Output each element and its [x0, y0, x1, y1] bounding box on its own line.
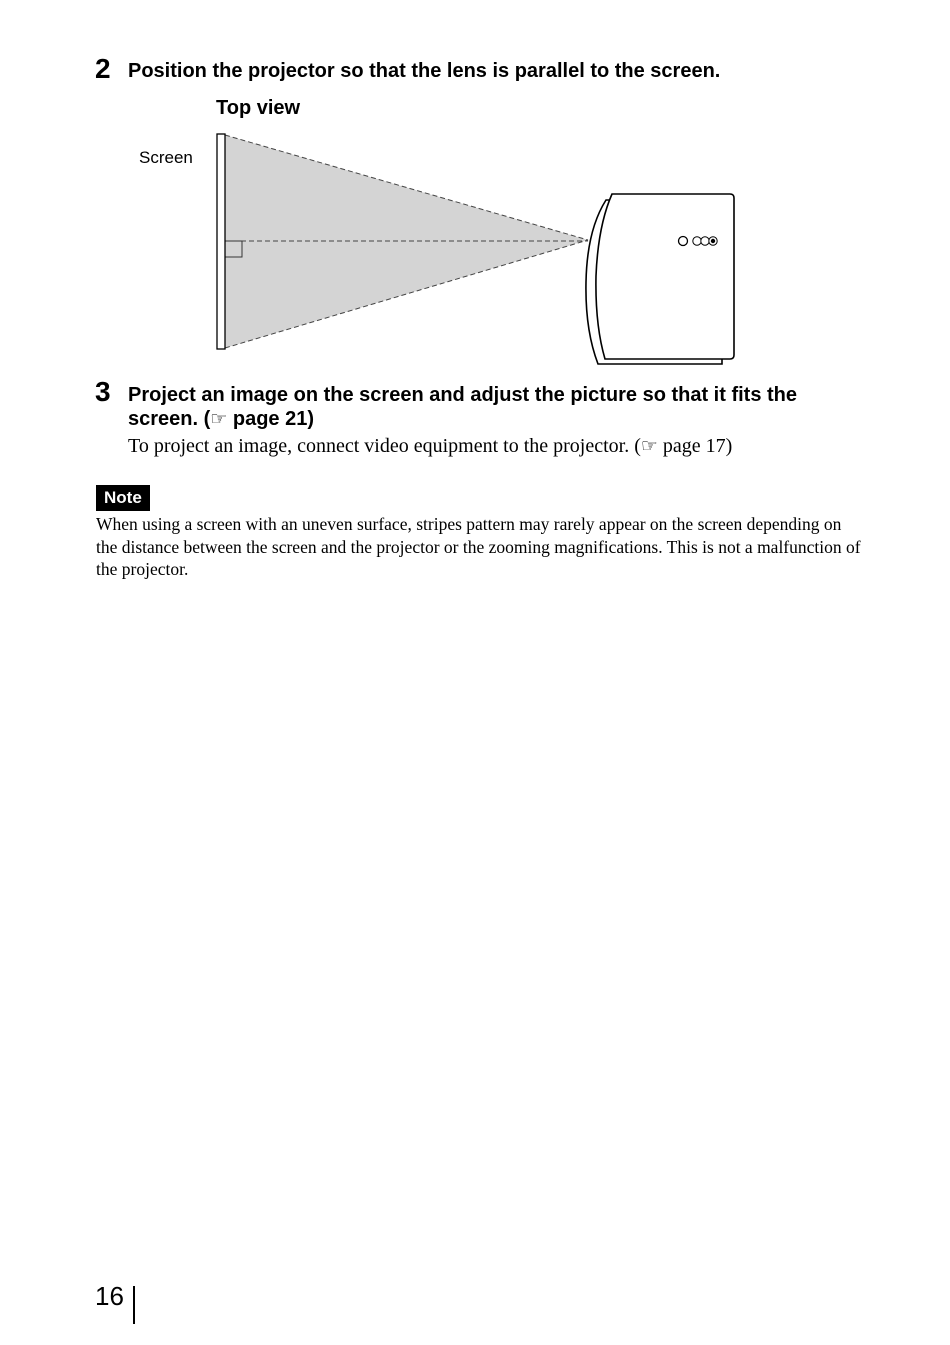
projector-button-2 — [693, 237, 701, 245]
step-3-body-text: To project an image, connect video equipment to the projector. ( — [128, 435, 641, 457]
step-2-number: 2 — [95, 53, 111, 84]
step-2-title: Position the projector so that the lens is parallel to the screen. — [128, 60, 721, 82]
step-3-page-ref: page 21) — [227, 408, 315, 430]
step-3-number: 3 — [95, 376, 111, 407]
step-3-title-line1: Project an image on the screen and adjust the picture so that it fits the — [128, 384, 798, 406]
hand-pointer-icon: ☞ — [210, 408, 228, 430]
projector-button-1 — [679, 237, 688, 246]
step-3-title — [128, 383, 888, 431]
projector-button-4-center — [711, 239, 715, 243]
note-badge: Note — [96, 485, 150, 511]
screen-shape — [217, 134, 225, 349]
projector-top-view-diagram — [0, 0, 950, 380]
page-number: 16 — [95, 1281, 124, 1311]
screen-label: Screen — [139, 148, 193, 167]
step-3-title-prefix: screen. ( — [128, 408, 211, 430]
projector-button-3 — [701, 237, 709, 245]
figure-subheading: Top view — [216, 97, 301, 119]
projector-body — [596, 194, 734, 359]
step-3-body — [128, 434, 908, 458]
note-text: When using a screen with an uneven surface, stripes pattern may rarely appear on the screen depending on the distance between the screen and the projector or the zooming magnifications. This is not a malfunction of the projector. — [96, 514, 861, 579]
page-number-divider — [133, 1286, 135, 1324]
step-3-title-line2 — [128, 407, 888, 431]
step-3-body-page-ref: page 17) — [657, 435, 733, 457]
hand-pointer-icon: ☞ — [640, 435, 658, 457]
